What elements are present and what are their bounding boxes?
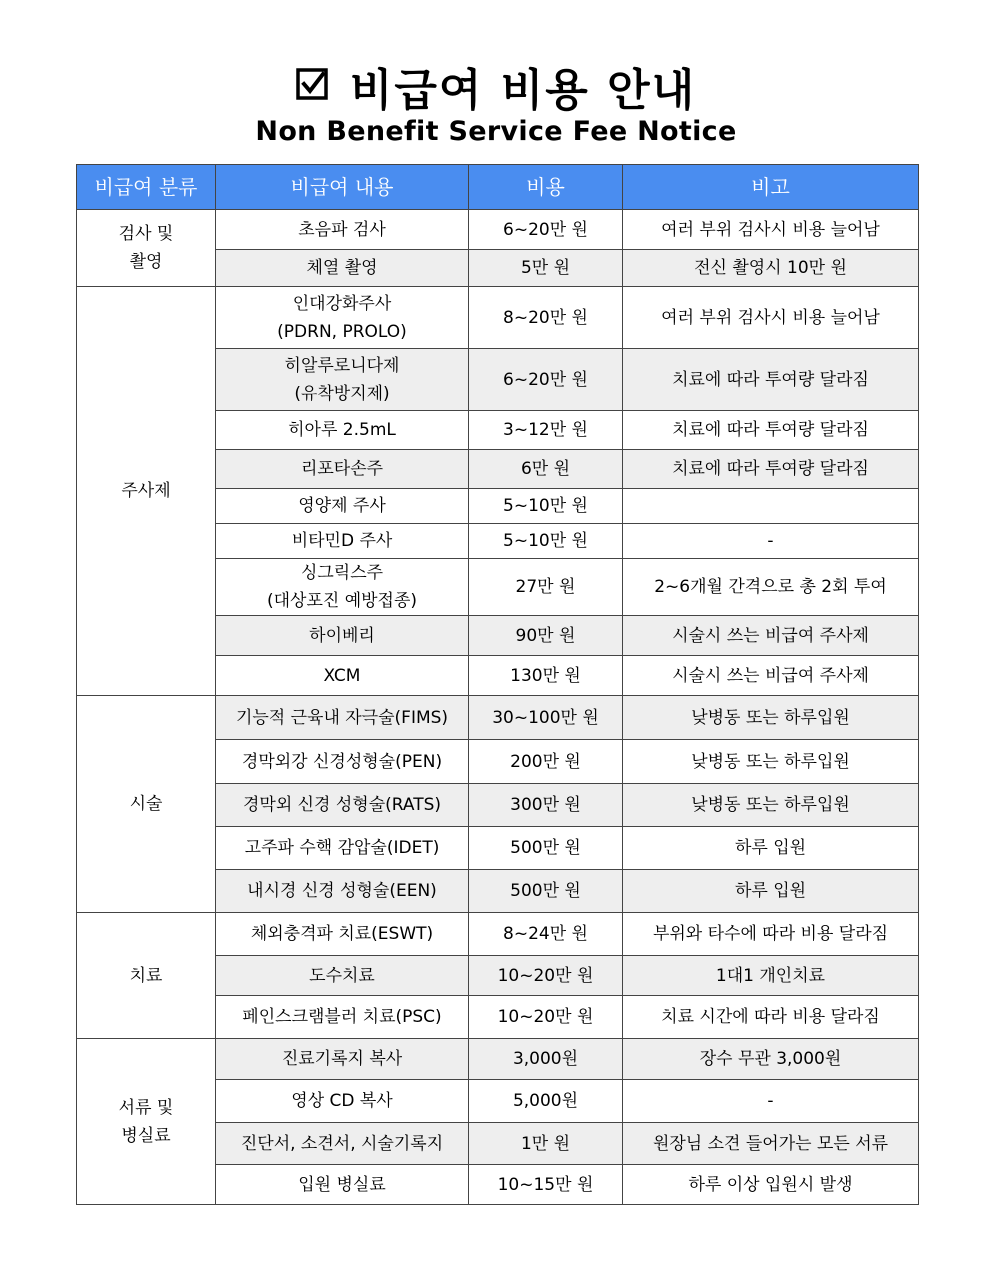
- note-cell: 치료 시간에 따라 비용 달라짐: [623, 996, 919, 1039]
- item-cell: 초음파 검사: [216, 210, 469, 250]
- note-cell: 치료에 따라 투여량 달라짐: [623, 349, 919, 411]
- note-cell: 낮병동 또는 하루입원: [623, 784, 919, 827]
- fee-cell: 200만 원: [469, 740, 623, 784]
- note-cell: 여러 부위 검사시 비용 늘어남: [623, 210, 919, 250]
- fee-cell: 10~20만 원: [469, 956, 623, 996]
- item-cell: 히아루 2.5mL: [216, 411, 469, 450]
- fee-cell: 500만 원: [469, 870, 623, 913]
- page-header: [0, 58, 992, 147]
- fee-cell: 5~10만 원: [469, 489, 623, 524]
- item-cell: 비타민D 주사: [216, 524, 469, 559]
- fee-cell: 3,000원: [469, 1039, 623, 1080]
- note-cell: -: [623, 1080, 919, 1123]
- note-cell: 낮병동 또는 하루입원: [623, 696, 919, 740]
- fee-cell: 6~20만 원: [469, 349, 623, 411]
- table-row: [77, 287, 919, 349]
- table-row: [77, 1039, 919, 1080]
- fee-cell: 3~12만 원: [469, 411, 623, 450]
- category-cell: 시술: [77, 696, 216, 913]
- column-header-item: 비급여 내용: [216, 165, 469, 210]
- note-cell: 전신 촬영시 10만 원: [623, 250, 919, 287]
- category-cell: 검사 및 촬영: [77, 210, 216, 287]
- column-header-category: 비급여 분류: [77, 165, 216, 210]
- note-cell: 여러 부위 검사시 비용 늘어남: [623, 287, 919, 349]
- note-cell: 하루 입원: [623, 870, 919, 913]
- title-row: [0, 58, 992, 114]
- note-cell: 2~6개월 간격으로 총 2회 투여: [623, 559, 919, 616]
- item-cell: 경막외 신경 성형술(RATS): [216, 784, 469, 827]
- note-cell: 장수 무관 3,000원: [623, 1039, 919, 1080]
- table-row: [77, 696, 919, 740]
- note-cell: -: [623, 524, 919, 559]
- item-cell: 히알루로니다제 (유착방지제): [216, 349, 469, 411]
- fee-cell: 6~20만 원: [469, 210, 623, 250]
- category-cell: 주사제: [77, 287, 216, 696]
- category-cell: 서류 및 병실료: [77, 1039, 216, 1205]
- item-cell: 체외충격파 치료(ESWT): [216, 913, 469, 956]
- table-row: [77, 913, 919, 956]
- fee-cell: 130만 원: [469, 656, 623, 696]
- fee-cell: 300만 원: [469, 784, 623, 827]
- fee-cell: 10~20만 원: [469, 996, 623, 1039]
- item-cell: 싱그릭스주 (대상포진 예방접종): [216, 559, 469, 616]
- table-row: [77, 210, 919, 250]
- item-cell: 경막외강 신경성형술(PEN): [216, 740, 469, 784]
- item-cell: 영상 CD 복사: [216, 1080, 469, 1123]
- item-cell: 영양제 주사: [216, 489, 469, 524]
- fee-table-body: [77, 210, 919, 1205]
- item-cell: 리포타손주: [216, 450, 469, 489]
- page-title-korean: 비급여 비용 안내: [349, 65, 697, 116]
- fee-cell: 6만 원: [469, 450, 623, 489]
- fee-cell: 10~15만 원: [469, 1165, 623, 1205]
- fee-cell: 5만 원: [469, 250, 623, 287]
- fee-table: [76, 164, 919, 1205]
- item-cell: 입원 병실료: [216, 1165, 469, 1205]
- item-cell: 인대강화주사 (PDRN, PROLO): [216, 287, 469, 349]
- column-header-fee: 비용: [469, 165, 623, 210]
- note-cell: 시술시 쓰는 비급여 주사제: [623, 616, 919, 656]
- item-cell: 기능적 근육내 자극술(FIMS): [216, 696, 469, 740]
- table-header-row: [77, 165, 919, 210]
- item-cell: 하이베리: [216, 616, 469, 656]
- note-cell: 원장님 소견 들어가는 모든 서류: [623, 1123, 919, 1165]
- note-cell: 낮병동 또는 하루입원: [623, 740, 919, 784]
- fee-cell: 8~20만 원: [469, 287, 623, 349]
- item-cell: 진료기록지 복사: [216, 1039, 469, 1080]
- item-cell: XCM: [216, 656, 469, 696]
- item-cell: 내시경 신경 성형술(EEN): [216, 870, 469, 913]
- note-cell: 부위와 타수에 따라 비용 달라짐: [623, 913, 919, 956]
- checkbox-checked-icon: [296, 68, 328, 100]
- item-cell: 진단서, 소견서, 시술기록지: [216, 1123, 469, 1165]
- category-cell: 치료: [77, 913, 216, 1039]
- fee-cell: 5,000원: [469, 1080, 623, 1123]
- fee-cell: 8~24만 원: [469, 913, 623, 956]
- fee-cell: 90만 원: [469, 616, 623, 656]
- fee-cell: 30~100만 원: [469, 696, 623, 740]
- note-cell: 치료에 따라 투여량 달라짐: [623, 411, 919, 450]
- fee-cell: 500만 원: [469, 827, 623, 870]
- note-cell: 시술시 쓰는 비급여 주사제: [623, 656, 919, 696]
- note-cell: 하루 입원: [623, 827, 919, 870]
- note-cell: [623, 489, 919, 524]
- item-cell: 페인스크램블러 치료(PSC): [216, 996, 469, 1039]
- fee-cell: 27만 원: [469, 559, 623, 616]
- item-cell: 도수치료: [216, 956, 469, 996]
- fee-cell: 1만 원: [469, 1123, 623, 1165]
- note-cell: 치료에 따라 투여량 달라짐: [623, 450, 919, 489]
- note-cell: 1대1 개인치료: [623, 956, 919, 996]
- note-cell: 하루 이상 입원시 발생: [623, 1165, 919, 1205]
- item-cell: 고주파 수핵 감압술(IDET): [216, 827, 469, 870]
- item-cell: 체열 촬영: [216, 250, 469, 287]
- page-title-english: Non Benefit Service Fee Notice: [255, 116, 737, 147]
- fee-cell: 5~10만 원: [469, 524, 623, 559]
- column-header-note: 비고: [623, 165, 919, 210]
